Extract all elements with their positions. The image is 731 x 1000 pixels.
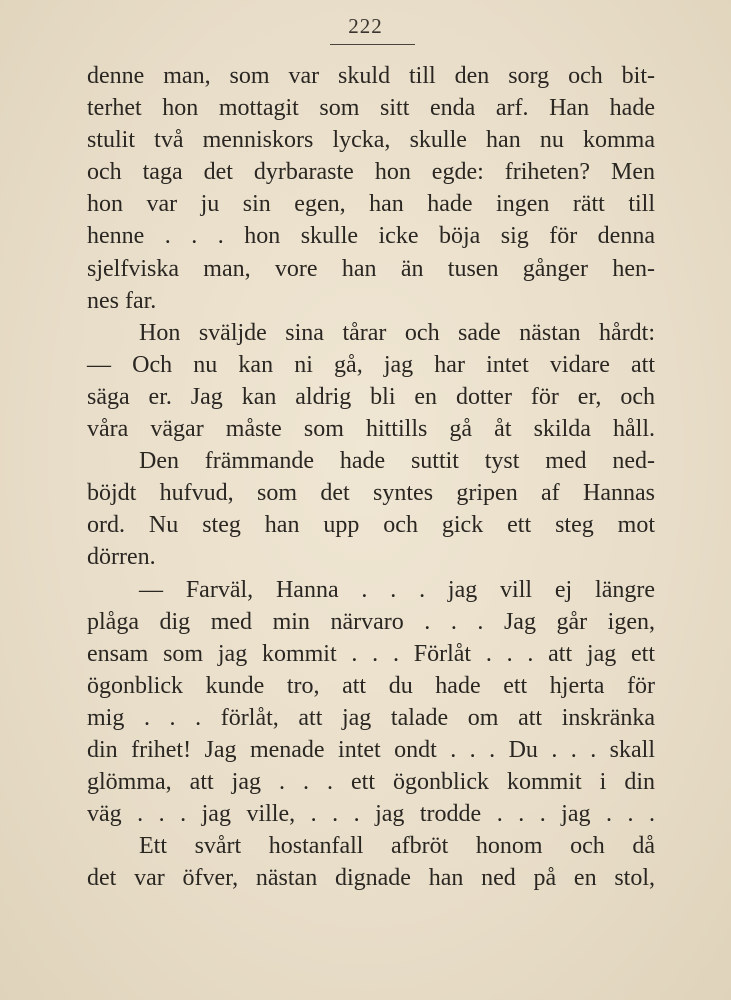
- text-line: — Farväl, Hanna . . . jag vill ej längre: [139, 576, 655, 603]
- text-line: din frihet! Jag menade intet ondt . . . Du . . . skall: [87, 736, 655, 763]
- text-line: ögonblick kunde tro, att du hade ett hjerta för: [87, 672, 655, 699]
- text-line: plåga dig med min närvaro . . . Jag går igen,: [87, 608, 655, 635]
- text-line: mig . . . förlåt, att jag talade om att inskränka: [87, 704, 655, 731]
- text-line: — Och nu kan ni gå, jag har intet vidare att: [87, 351, 655, 378]
- text-line: Ett svårt hostanfall afbröt honom och då: [139, 833, 655, 860]
- text-line: ord. Nu steg han upp och gick ett steg mot: [87, 512, 655, 539]
- text-line: terhet hon mottagit som sitt enda arf. Han hade: [87, 95, 655, 122]
- text-line: sjelfviska man, vore han än tusen gånger hen-: [87, 255, 655, 282]
- header-rule: [330, 44, 415, 45]
- page-number: 222: [348, 14, 383, 38]
- text-line: Den främmande hade suttit tyst med ned-: [139, 448, 655, 475]
- text-line: säga er. Jag kan aldrig bli en dotter för er, och: [87, 383, 655, 410]
- text-line: våra vägar måste som hittills gå åt skilda håll.: [87, 416, 655, 443]
- text-line: hon var ju sin egen, han hade ingen rätt till: [87, 191, 655, 218]
- text-line: ensam som jag kommit . . . Förlåt . . . att jag ett: [87, 640, 655, 667]
- text-line: väg . . . jag ville, . . . jag trodde . . . jag . . .: [87, 801, 655, 828]
- text-line: nes far.: [87, 287, 157, 314]
- text-line: denne man, som var skuld till den sorg och bit-: [87, 63, 655, 89]
- text-line: böjdt hufvud, som det syntes gripen af Hannas: [87, 480, 655, 507]
- text-line: stulit två menniskors lycka, skulle han nu komma: [87, 127, 655, 154]
- body-text: [87, 60, 655, 894]
- text-line: och taga det dyrbaraste hon egde: friheten? Men: [87, 159, 655, 186]
- text-line: glömma, att jag . . . ett ögonblick kommit i din: [87, 769, 655, 796]
- text-line: henne . . . hon skulle icke böja sig för denna: [87, 223, 655, 250]
- text-line: Hon svälјde sina tårar och sade nästan hårdt:: [139, 319, 655, 346]
- text-line: dörren.: [87, 544, 156, 571]
- text-line: det var öfver, nästan dignade han ned på en stol,: [87, 865, 655, 892]
